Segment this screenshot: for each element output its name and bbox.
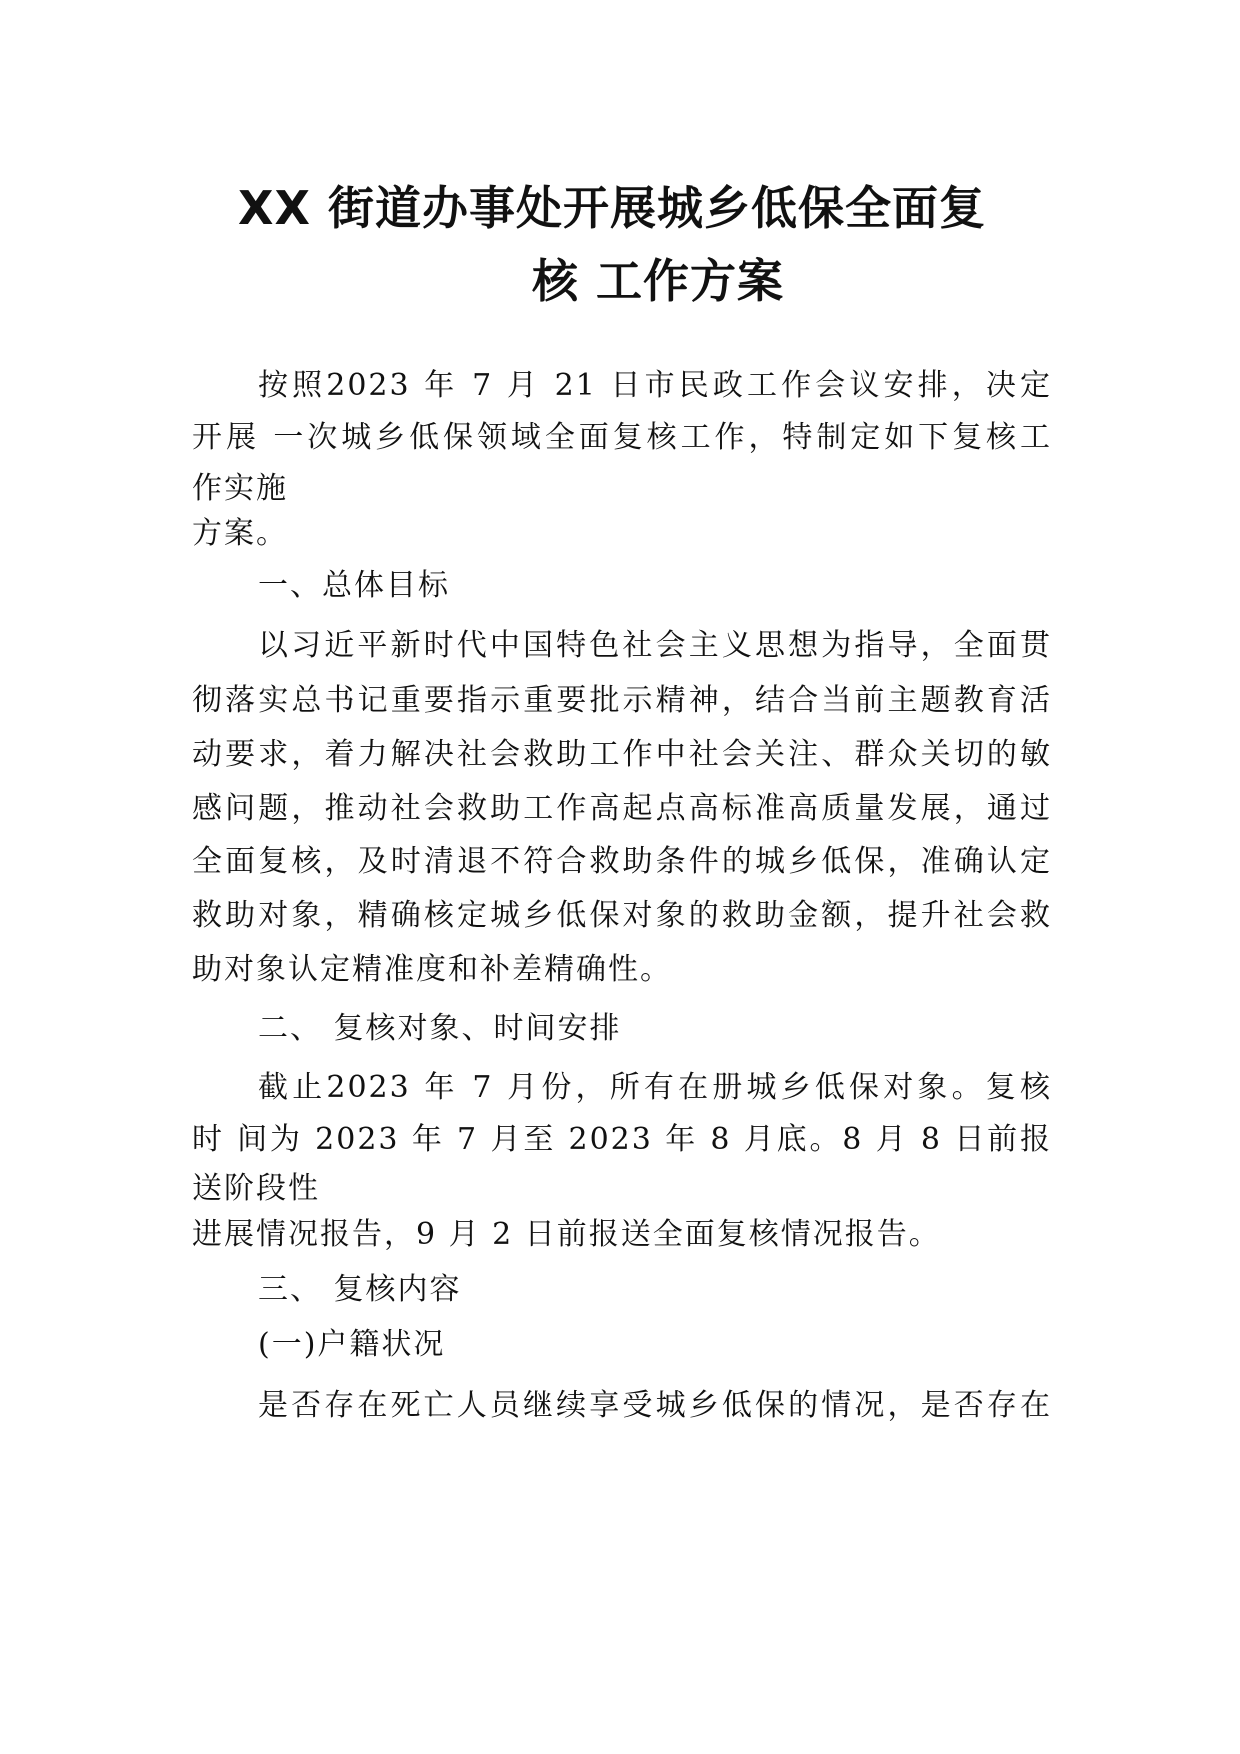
section-1-line-4: 感问题，推动社会救助工作高起点高标准高质量发展，通过	[192, 791, 1052, 826]
intro-line-4: 方案。	[192, 516, 288, 551]
section-1-heading: 一、总体目标	[258, 568, 450, 603]
section-3-heading: 三、 复核内容	[258, 1272, 462, 1307]
section-2-line-2: 时 间为 2023 年 7 月至 2023 年 8 月底。8 月 8 日前报	[192, 1122, 1052, 1157]
section-2-line-3: 送阶段性	[192, 1171, 320, 1206]
subsection-1-heading: (一)户籍状况	[258, 1327, 446, 1362]
section-1-line-6: 救助对象，精确核定城乡低保对象的救助金额，提升社会救	[192, 898, 1052, 933]
subsection-1-line-1: 是否存在死亡人员继续享受城乡低保的情况，是否存在	[258, 1388, 1052, 1423]
document-title-line-1: XX 街道办事处开展城乡低保全面复	[238, 181, 986, 235]
intro-line-3: 作实施	[192, 471, 288, 506]
section-1-line-1: 以习近平新时代中国特色社会主义思想为指导，全面贯	[258, 628, 1052, 663]
section-1-line-5: 全面复核，及时清退不符合救助条件的城乡低保，准确认定	[192, 844, 1052, 879]
document-title-line-2: 核 工作方案	[532, 254, 785, 308]
intro-line-1: 按照2023 年 7 月 21 日市民政工作会议安排，决定	[258, 368, 1052, 403]
section-2-line-1: 截止2023 年 7 月份，所有在册城乡低保对象。复核	[258, 1070, 1052, 1105]
section-1-line-3: 动要求，着力解决社会救助工作中社会关注、群众关切的敏	[192, 737, 1052, 772]
section-2-heading: 二、 复核对象、时间安排	[258, 1011, 622, 1046]
intro-line-2: 开展 一次城乡低保领域全面复核工作，特制定如下复核工	[192, 420, 1052, 455]
section-1-line-7: 助对象认定精准度和补差精确性。	[192, 952, 672, 987]
section-1-line-2: 彻落实总书记重要指示重要批示精神，结合当前主题教育活	[192, 683, 1052, 718]
section-2-line-4: 进展情况报告，9 月 2 日前报送全面复核情况报告。	[192, 1217, 941, 1252]
